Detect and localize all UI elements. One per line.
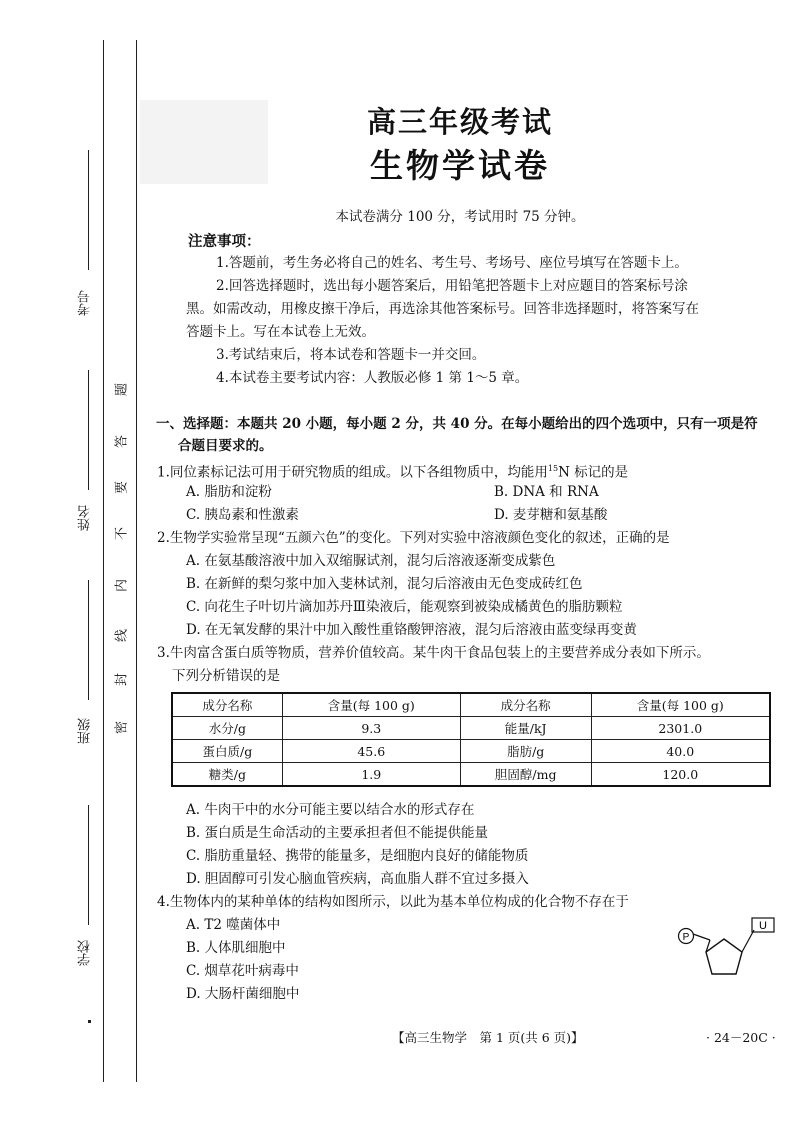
question-3-stem: 3.牛肉富含蛋白质等物质，营养价值较高。某牛肉干食品包装上的主要营养成分表如下所示。 xyxy=(157,645,710,661)
table-cell: 糖类/g xyxy=(172,763,282,787)
question-2-stem: 2.生物学实验常呈现“五颜六色”的变化。下列对实验中溶液颜色变化的叙述，正确的是 xyxy=(157,530,670,546)
class-blank xyxy=(88,580,89,700)
q3-option-c[interactable]: C. 脂肪重量轻、携带的能量多，是细胞内良好的储能物质 xyxy=(186,848,529,864)
table-header-row xyxy=(172,693,770,717)
base-bond xyxy=(742,930,754,952)
table-cell: 水分/g xyxy=(172,717,282,740)
page-footer: 【高三生物学 第 1 页(共 6 页)】 xyxy=(392,1030,584,1045)
q2-option-b[interactable]: B. 在新鲜的梨匀浆中加入斐林试剂，混匀后溶液由无色变成砖红色 xyxy=(186,576,583,592)
table-header: 成分名称 xyxy=(172,693,282,717)
table-cell: 120.0 xyxy=(591,763,770,787)
pentose-ring xyxy=(706,939,742,974)
q3-option-a[interactable]: A. 牛肉干中的水分可能主要以结合水的形式存在 xyxy=(186,802,475,818)
seal-letter: 密 xyxy=(114,721,130,735)
q4-option-a[interactable]: A. T2 噬菌体中 xyxy=(186,917,281,933)
question-1-stem xyxy=(157,459,628,483)
seal-letter: 要 xyxy=(114,481,130,495)
notice-item: 4.本试卷主要考试内容：人教版必修 1 第 1～5 章。 xyxy=(216,370,529,386)
exam-code: · 24－20C · xyxy=(706,1030,776,1045)
table-header: 成分名称 xyxy=(460,693,591,717)
seal-letter: 内 xyxy=(114,579,130,593)
seal-letter: 封 xyxy=(114,673,130,687)
q1-option-d[interactable]: D. 麦芽糖和氨基酸 xyxy=(494,507,608,523)
table-row xyxy=(172,740,770,763)
section-heading: 一、选择题：本题共 20 小题，每小题 2 分，共 40 分。在每小题给出的四个选项中，只有一项是符 xyxy=(156,416,758,432)
margin-line-left xyxy=(103,40,104,1082)
seal-letter: 题 xyxy=(114,383,130,397)
q1-stem-prefix: 1.同位素标记法可用于研究物质的组成。以下各组物质中，均能用 xyxy=(157,464,548,481)
phosphate-label: P xyxy=(682,932,690,943)
notice-item: 答题卡上。写在本试卷上无效。 xyxy=(186,324,375,340)
margin-line-right xyxy=(136,40,137,1082)
nucleotide-diagram xyxy=(672,912,782,992)
margin-label-name: 姓名 xyxy=(78,505,93,531)
notice-item: 1.答题前，考生务必将自己的姓名、考生号、考场号、座位号填写在答题卡上。 xyxy=(216,255,688,271)
table-row xyxy=(172,717,770,740)
school-blank xyxy=(88,805,89,925)
table-cell: 40.0 xyxy=(591,740,770,763)
table-cell: 1.9 xyxy=(282,763,460,787)
exam-title: 高三年级考试 xyxy=(366,105,553,139)
q2-option-a[interactable]: A. 在氨基酸溶液中加入双缩脲试剂，混匀后溶液逐渐变成紫色 xyxy=(186,553,556,569)
table-cell: 脂肪/g xyxy=(460,740,591,763)
question-4-stem: 4.生物体内的某种单体的结构如图所示，以此为基本单位构成的化合物不存在于 xyxy=(157,894,629,910)
subject-title: 生物学试卷 xyxy=(370,146,550,185)
notice-item: 黑。如需改动，用橡皮擦干净后，再选涂其他答案标号。回答非选择题时，将答案写在 xyxy=(186,301,699,317)
table-cell: 2301.0 xyxy=(591,717,770,740)
table-cell: 胆固醇/mg xyxy=(460,763,591,787)
q1-option-a[interactable]: A. 脂肪和淀粉 xyxy=(186,484,272,500)
margin-label-school: 学校 xyxy=(78,940,93,966)
q1-option-b[interactable]: B. DNA 和 RNA xyxy=(494,484,599,500)
table-cell: 45.6 xyxy=(282,740,460,763)
seal-letter: 不 xyxy=(114,527,130,541)
margin-label-exam-number: 考号 xyxy=(78,290,93,316)
table-cell: 蛋白质/g xyxy=(172,740,282,763)
table-header: 含量(每 100 g) xyxy=(591,693,770,717)
table-row xyxy=(172,763,770,787)
q1-option-c[interactable]: C. 胰岛素和性激素 xyxy=(186,507,299,523)
q4-option-d[interactable]: D. 大肠杆菌细胞中 xyxy=(186,986,300,1002)
base-label: U xyxy=(759,920,767,932)
notice-heading: 注意事项： xyxy=(188,233,261,250)
table-cell: 9.3 xyxy=(282,717,460,740)
q1-superscript: 15 xyxy=(547,464,559,473)
notice-item: 2.回答选择题时，选出每小题答案后，用铅笔把答题卡上对应题目的答案标号涂 xyxy=(216,278,688,294)
seal-letter: 答 xyxy=(114,435,130,449)
margin-label-class: 班级 xyxy=(78,718,93,744)
section-heading-cont: 合题目要求的。 xyxy=(178,438,273,454)
table-header: 含量(每 100 g) xyxy=(282,693,460,717)
q1-stem-suffix: N 标记的是 xyxy=(558,464,629,481)
name-blank xyxy=(88,370,89,490)
q4-option-b[interactable]: B. 人体肌细胞中 xyxy=(186,940,286,956)
q4-option-c[interactable]: C. 烟草花叶病毒中 xyxy=(186,963,299,979)
phosphate-bond xyxy=(693,934,710,940)
q2-option-d[interactable]: D. 在无氧发酵的果汁中加入酸性重铬酸钾溶液，混匀后溶液由蓝变绿再变黄 xyxy=(186,622,637,638)
question-3-stem-cont: 下列分析错误的是 xyxy=(172,668,280,684)
q2-option-c[interactable]: C. 向花生子叶切片滴加苏丹Ⅲ染液后，能观察到被染成橘黄色的脂肪颗粒 xyxy=(186,599,623,615)
exam-info: 本试卷满分 100 分，考试用时 75 分钟。 xyxy=(335,209,585,225)
q3-option-b[interactable]: B. 蛋白质是生命活动的主要承担者但不能提供能量 xyxy=(186,825,489,841)
table-cell: 能量/kJ xyxy=(460,717,591,740)
seal-letter: 线 xyxy=(114,629,130,643)
notice-item: 3.考试结束后，将本试卷和答题卡一并交回。 xyxy=(216,347,486,363)
q3-option-d[interactable]: D. 胆固醇可引发心脑血管疾病，高血脂人群不宜过多摄入 xyxy=(186,871,529,887)
nutrition-table xyxy=(171,692,771,787)
margin-dot xyxy=(88,1020,91,1023)
